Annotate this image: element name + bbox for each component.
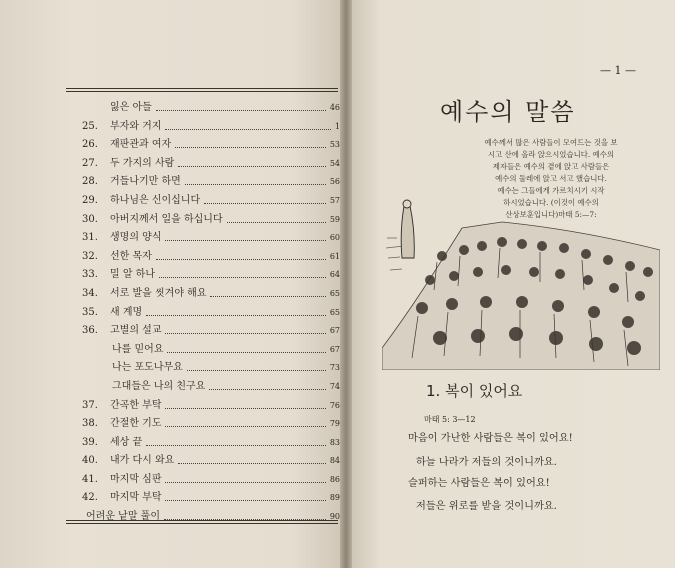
toc-page-number: 1 — [334, 121, 340, 131]
toc-leader-dots — [165, 500, 326, 501]
bottom-rule-inner — [66, 523, 338, 524]
toc-title: 아버지께서 일을 하십니다 — [110, 213, 223, 225]
toc-title: 어려운 낱말 풀이 — [86, 511, 160, 523]
toc-title: 생명의 양식 — [110, 232, 162, 244]
toc-row — [82, 434, 340, 453]
toc-page-number: 86 — [329, 474, 340, 484]
toc-number: 42. — [82, 492, 98, 504]
toc-title: 재판관과 여자 — [110, 139, 172, 151]
toc-page-number: 76 — [329, 400, 340, 410]
toc-leader-dots — [165, 129, 331, 130]
toc-row — [82, 397, 340, 416]
toc-leader-dots — [187, 370, 326, 371]
toc-number: 31. — [82, 232, 98, 244]
toc-number: 35. — [82, 306, 98, 318]
toc-page-number: 64 — [329, 270, 340, 280]
toc-number: 41. — [82, 473, 98, 485]
toc-leader-dots — [210, 296, 326, 297]
toc-leader-dots — [165, 408, 326, 409]
toc-row — [82, 192, 340, 211]
toc-leader-dots — [159, 277, 326, 278]
toc-row — [82, 415, 340, 434]
book-gutter — [340, 0, 352, 568]
table-of-contents — [82, 99, 340, 527]
toc-title: 그대들은 나의 친구요 — [112, 380, 206, 392]
toc-page-number: 65 — [329, 307, 340, 317]
toc-page-number: 59 — [329, 214, 340, 224]
toc-leader-dots — [165, 482, 326, 483]
toc-leader-dots — [165, 426, 326, 427]
bottom-rule — [66, 520, 338, 521]
toc-row — [82, 489, 340, 508]
sermon-on-the-mount-illustration — [382, 198, 660, 370]
toc-leader-dots — [185, 184, 326, 185]
toc-row — [82, 378, 340, 397]
toc-row — [82, 471, 340, 490]
toc-page-number: 84 — [329, 456, 340, 466]
toc-number: 25. — [82, 120, 98, 132]
toc-title: 간곡한 부탁 — [110, 399, 162, 411]
toc-row — [82, 266, 340, 285]
toc-row — [82, 211, 340, 230]
toc-number: 33. — [82, 269, 98, 281]
toc-page-number: 57 — [329, 195, 340, 205]
toc-title: 내가 다시 와요 — [110, 455, 175, 467]
toc-number: 29. — [82, 194, 98, 206]
toc-row — [82, 285, 340, 304]
toc-number: 26. — [82, 139, 98, 151]
top-rule-inner — [66, 91, 338, 92]
toc-number: 38. — [82, 418, 98, 430]
toc-title: 마지막 심판 — [110, 473, 162, 485]
toc-page-number: 67 — [329, 344, 340, 354]
top-rule — [66, 88, 338, 89]
toc-page-number: 67 — [329, 326, 340, 336]
toc-row — [82, 359, 340, 378]
toc-number: 39. — [82, 436, 98, 448]
page-title: 예수의 말씀 — [440, 98, 576, 126]
intro-line: 제자들은 예수의 곁에 앉고 사람들은 — [492, 162, 610, 171]
toc-title: 밀 알 하나 — [110, 269, 155, 281]
intro-line: 예수는 그들에게 가르치시기 시작 — [497, 186, 605, 195]
toc-leader-dots — [165, 240, 326, 241]
toc-title: 고별의 설교 — [110, 325, 162, 337]
toc-title: 세상 끝 — [110, 436, 143, 448]
toc-row — [82, 155, 340, 174]
intro-line: 하시었습니다. (이것이 예수의 — [503, 198, 599, 207]
toc-row — [82, 304, 340, 323]
toc-title: 나를 믿어요 — [112, 343, 164, 355]
toc-page-number: 83 — [329, 437, 340, 447]
toc-number: 28. — [82, 176, 98, 188]
toc-page-number: 90 — [329, 512, 340, 522]
toc-page-number: 54 — [329, 158, 340, 168]
toc-leader-dots — [227, 222, 326, 223]
toc-row — [82, 341, 340, 360]
toc-leader-dots — [178, 166, 326, 167]
toc-leader-dots — [209, 389, 326, 390]
toc-leader-dots — [156, 110, 326, 111]
toc-page-number: 73 — [329, 363, 340, 373]
toc-leader-dots — [167, 352, 326, 353]
toc-page-number: 74 — [329, 381, 340, 391]
toc-page-number: 46 — [329, 103, 340, 112]
toc-page-number: 79 — [329, 419, 340, 429]
toc-leader-dots — [175, 147, 326, 148]
verse-line: 슬퍼하는 사람들은 복이 있어요! — [408, 478, 550, 489]
toc-leader-dots — [156, 259, 326, 260]
toc-leader-dots — [204, 203, 326, 204]
toc-title: 잃은 아들 — [110, 102, 152, 113]
toc-page-number: 61 — [329, 251, 340, 261]
intro-line: 예수께서 많은 사람들이 모여드는 것을 보 — [484, 138, 618, 147]
toc-row — [82, 136, 340, 155]
toc-leader-dots — [146, 315, 326, 316]
toc-number: 27. — [82, 157, 98, 169]
toc-title: 거들나기만 하면 — [110, 176, 181, 188]
toc-row — [82, 118, 340, 137]
toc-number: 36. — [82, 325, 98, 337]
toc-number: 34. — [82, 287, 98, 299]
toc-page-number: 65 — [329, 288, 340, 298]
toc-row — [82, 173, 340, 192]
toc-number: 37. — [82, 399, 98, 411]
toc-title: 마지막 부탁 — [110, 492, 162, 504]
toc-row — [82, 248, 340, 267]
toc-number: 40. — [82, 455, 98, 467]
chapter-title: 1. 복이 있어요 — [426, 382, 523, 400]
toc-page-number: 89 — [329, 493, 340, 503]
toc-leader-dots — [178, 463, 326, 464]
toc-title: 부자와 거지 — [110, 120, 162, 132]
toc-row — [82, 452, 340, 471]
toc-title: 선한 목자 — [110, 250, 152, 262]
toc-title: 새 계명 — [110, 306, 143, 318]
toc-leader-dots — [165, 333, 326, 334]
page-number: — 1 — — [600, 64, 636, 77]
toc-title: 하나님은 신이십니다 — [110, 194, 201, 206]
toc-number: 30. — [82, 213, 98, 225]
toc-title: 간절한 기도 — [110, 418, 162, 430]
toc-page-number: 60 — [329, 233, 340, 243]
toc-title: 두 가지의 사람 — [110, 157, 175, 169]
toc-page-number: 56 — [329, 177, 340, 187]
toc-row — [82, 229, 340, 248]
verse-line: 저들은 위로를 받을 것이니까요. — [416, 501, 557, 512]
toc-title: 나는 포도나무요 — [112, 362, 183, 374]
intro-line: 예수의 둘레에 앉고 서고 했습니다. — [495, 174, 607, 183]
toc-row — [82, 99, 340, 118]
toc-number: 32. — [82, 250, 98, 262]
toc-leader-dots — [146, 445, 326, 446]
toc-page-number: 53 — [329, 140, 340, 150]
intro-line: 산상보훈입니다)마태 5:—7: — [505, 210, 597, 219]
verse-line: 하늘 나라가 저들의 것이니까요. — [416, 457, 557, 468]
chapter-reference: 마태 5: 3—12 — [424, 415, 476, 424]
intro-line: 시고 산에 올라 앉으시었습니다. 예수의 — [488, 150, 614, 159]
verse-line: 마음이 가난한 사람들은 복이 있어요! — [408, 433, 573, 444]
toc-row — [82, 322, 340, 341]
toc-title: 서로 발을 씻겨야 해요 — [110, 287, 207, 299]
